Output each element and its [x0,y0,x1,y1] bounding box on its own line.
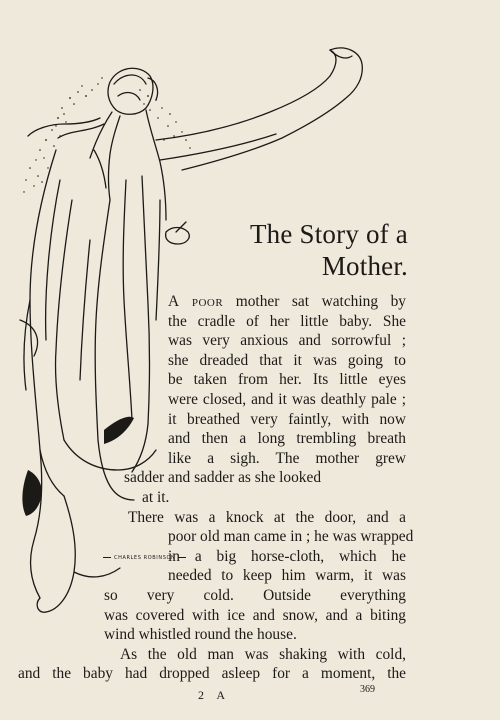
text-line: the cradle of her little baby. She [168,312,406,330]
text-line: There was a knock at the door, and a [128,508,406,526]
text-line: needed to keep him warm, it was [168,567,406,585]
text-line: and then a long trembling breath [168,430,406,448]
text-line: poor old man came in ; he was wrapped [168,528,414,546]
illustrator-signature: CHARLES ROBINSON [103,555,186,561]
page-number: 369 [360,684,375,696]
title-line-1: The Story of a [249,219,408,249]
text-line: and the baby had dropped asleep for a moment, the [18,665,406,683]
text-line: was covered with ice and snow, and a biting [104,606,406,624]
title-line-2: Mother. [321,251,408,281]
text-line: so very cold. Outside everything [104,587,406,604]
text-line: it breathed very faintly, with now [168,410,406,428]
signature-mark: 2 A [198,688,231,703]
text-line [168,292,406,312]
text-line: was very anxious and sorrowful ; [168,332,406,350]
text-line: wind whistled round the house. [104,626,297,644]
text-line: in a big horse-cloth, which he [168,547,406,565]
text-line: were closed, and it was deathly pale ; [168,391,406,408]
text-line: at it. [142,489,170,506]
text-line: like a sigh. The mother grew [168,449,406,467]
page-title [250,218,408,282]
text-line: As the old man was shaking with cold, [120,645,406,663]
text-line: she dreaded that it was going to [168,351,406,369]
text-span: mother sat watching by [223,293,406,310]
opening-words: A poor [168,293,224,310]
text-line: sadder and sadder as she looked [124,469,322,487]
text-line: be taken from her. Its little eyes [168,371,406,389]
